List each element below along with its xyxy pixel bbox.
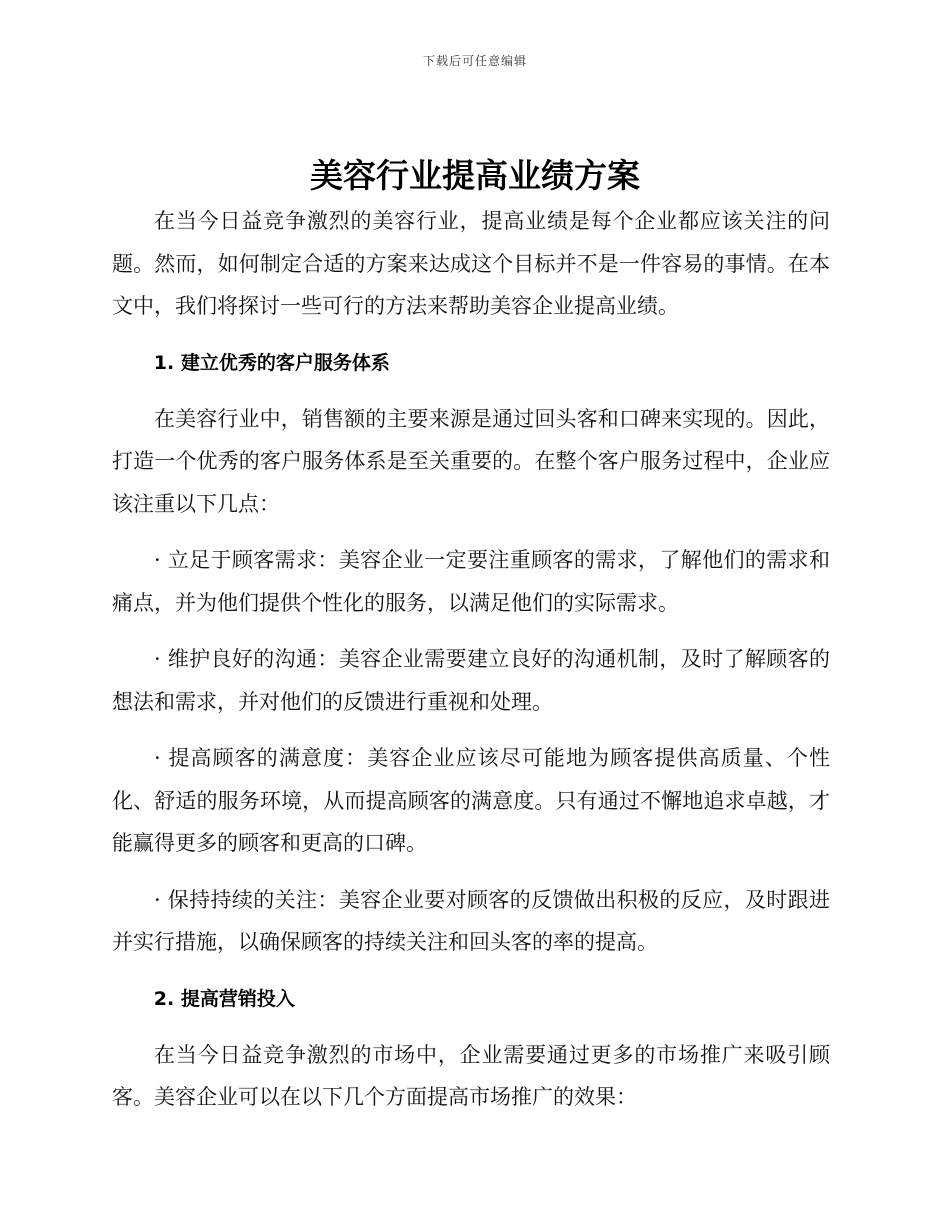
section-1-bullet: · 提高顾客的满意度：美容企业应该尽可能地为顾客提供高质量、个性化、舒适的服务环境，从而提高顾客的满意度。只有通过不懈地追求卓越，才能赢得更多的顾客和更高的口碑。 [112, 746, 830, 855]
document-title: 美容行业提高业绩方案 [310, 156, 640, 195]
section-1-bullet: · 维护良好的沟通：美容企业需要建立良好的沟通机制，及时了解顾客的想法和需求，并对他们的反馈进行重视和处理。 [112, 647, 830, 714]
intro-paragraph: 在当今日益竞争激烈的美容行业，提高业绩是每个企业都应该关注的问题。然而，如何制定合适的方案来达成这个目标并不是一件容易的事情。在本文中，我们将探讨一些可行的方法来帮助美容企业提高业绩。 [112, 209, 830, 318]
section-2-intro: 在当今日益竞争激烈的市场中，企业需要通过更多的市场推广来吸引顾客。美容企业可以在以下几个方面提高市场推广的效果： [112, 1042, 830, 1109]
document-body [112, 200, 830, 1133]
section-2-heading: 2. 提高营销投入 [153, 987, 295, 1010]
section-1-intro: 在美容行业中，销售额的主要来源是通过回头客和口碑来实现的。因此，打造一个优秀的客户服务体系是至关重要的。在整个客户服务过程中，企业应该注重以下几点： [112, 406, 830, 516]
section-1-heading: 1. 建立优秀的客户服务体系 [153, 351, 390, 374]
section-1-bullet: · 立足于顾客需求：美容企业一定要注重顾客的需求，了解他们的需求和痛点，并为他们提供个性化的服务，以满足他们的实际需求。 [112, 548, 830, 615]
header-note: 下载后可任意编辑 [422, 54, 527, 68]
section-1-bullet: · 保持持续的关注：美容企业要对顾客的反馈做出积极的反应，及时跟进并实行措施，以确保顾客的持续关注和回头客的率的提高。 [112, 887, 830, 954]
